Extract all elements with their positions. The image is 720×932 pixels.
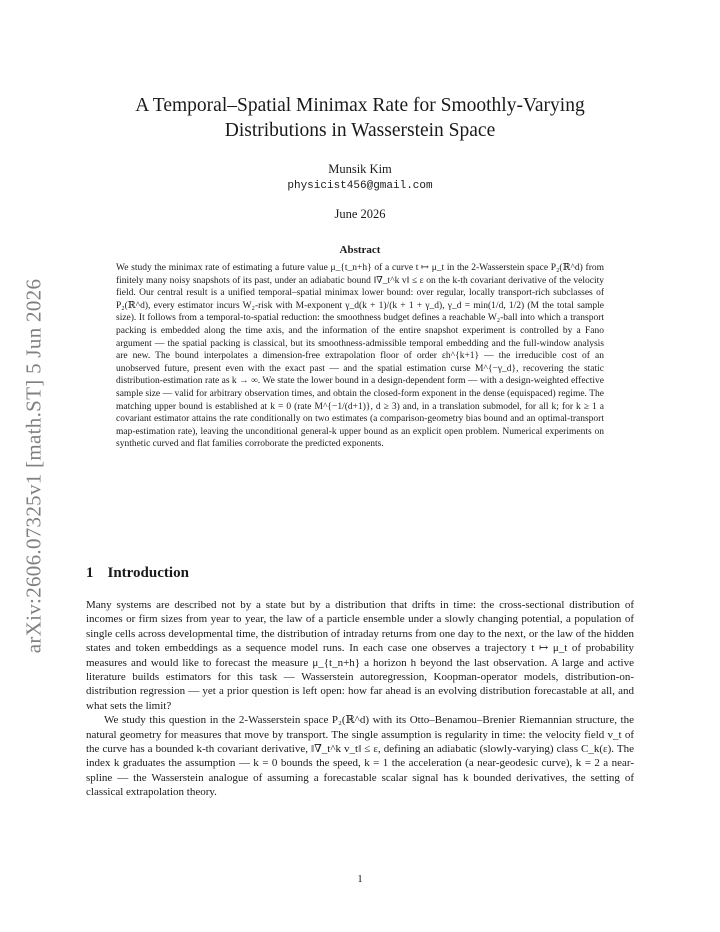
arxiv-identifier: arXiv:2606.07325v1 [math.ST] 5 Jun 2026 (21, 278, 46, 654)
author-name: Munsik Kim (328, 162, 392, 176)
paper-title: A Temporal–Spatial Minimax Rate for Smoothly-Varying Distributions in Wasserstein Space (135, 95, 585, 141)
author-email: physicist456@gmail.com (287, 180, 433, 192)
abstract-body: We study the minimax rate of estimating a future value μ_{t_n+h} of a curve t ↦ μ_t in the 2-Wasserstein space P₂(ℝ^d) from finitely many noisy snapshots of its past, under an adiabatic bound ‖∇_t^k v‖ ≤ ε on the k-th covariant derivative of the velocity field. Our central result is a unified temporal–spatial minimax lower bound: over regular, locally transport-rich subclasses of P₂(ℝ^d), every estimator incurs W₂-risk with M-exponent γ_d(k + 1)/(k + 1 + γ_d), γ_d = min(1/d, 1/2) (M the total sample size). It follows from a temporal-to-spatial reduction: the smoothness budget defines a reachable W₂-ball into which a transport packing is embedded along the time axis, and the information of the entire snapshot experiment is controlled by a Fano argument — the spatial packing is classical, but its smoothness-admissible temporal embedding and the full-window analysis are new. The bound interpolates a dimension-free extrapolation floor of order εh^{k+1} — the irreducible cost of an unobserved future, present even with the exact past — and the spatial estimation curse M^{−γ_d}, recovering the static distribution-estimation rate as k → ∞. We state the lower bound in a design-dependent form — with a design-weighted effective sample size — valid for arbitrary observation times, and obtain the closed-form exponent in the dense (equispaced) regime. The matching upper bound is established at k = 0 (rate M^{−1/(d+1)}, d ≥ 3) and, in a translation submodel, for all k; for k ≥ 1 a covariant estimator attains the rate conditionally on two estimates (a comparison-geometry bias bound and an optimal-transport map-estimation rate), leaving the unconditional general-k upper bound as an explicit open problem. Numerical experiments on synthetic curved and flat families corroborate the predicted exponents. (116, 263, 604, 450)
intro-paragraph: Many systems are described not by a state but by a distribution that drifts in time: the cross-sectional distribution of incomes or firm sizes from year to year, the law of a particle ensemble under a slowly changing potential, a population of single cells across developmental time, the distribution of intraday returns from one day to the next, or the law of the hidden states and token embeddings as a sequence model runs. In each case one observes a trajectory t ↦ μ_t of probability measures and would like to forecast the measure μ_{t_n+h} a horizon h beyond the last observation. A large and active literature builds estimators for this task — Wasserstein autoregression, Koopman-operator models, distribution-on-distribution regression — yet a prior question is left open: how far ahead is an evolving distribution forecastable at all, and what sets the limit? (86, 599, 634, 712)
section-title: Introduction (107, 565, 189, 581)
page-number: 1 (357, 873, 363, 885)
section-heading (86, 565, 189, 582)
section-number: 1 (86, 565, 94, 581)
intro-paragraph: We study this question in the 2-Wasserstein space P₂(ℝ^d) with its Otto–Benamou–Brenier Riemannian structure, the natural geometry for measures that move by transport. The single assumption is regularity in time: the velocity field v_t of the curve has a bounded k-th covariant derivative, ‖∇_t^k v_t‖ ≤ ε, defining an adiabatic (slowly-varying) class C_k(ε). The index k graduates the assumption — k = 0 bounds the speed, k = 1 the acceleration (a near-geodesic curve), k = 2 a near-spline — the Wasserstein analogue of assuming a forecastable scalar signal has k bounded derivatives, the setting of classical extrapolation theory. (86, 714, 634, 799)
introduction-body (86, 598, 634, 800)
publication-date: June 2026 (334, 207, 386, 221)
abstract-heading: Abstract (339, 244, 381, 256)
